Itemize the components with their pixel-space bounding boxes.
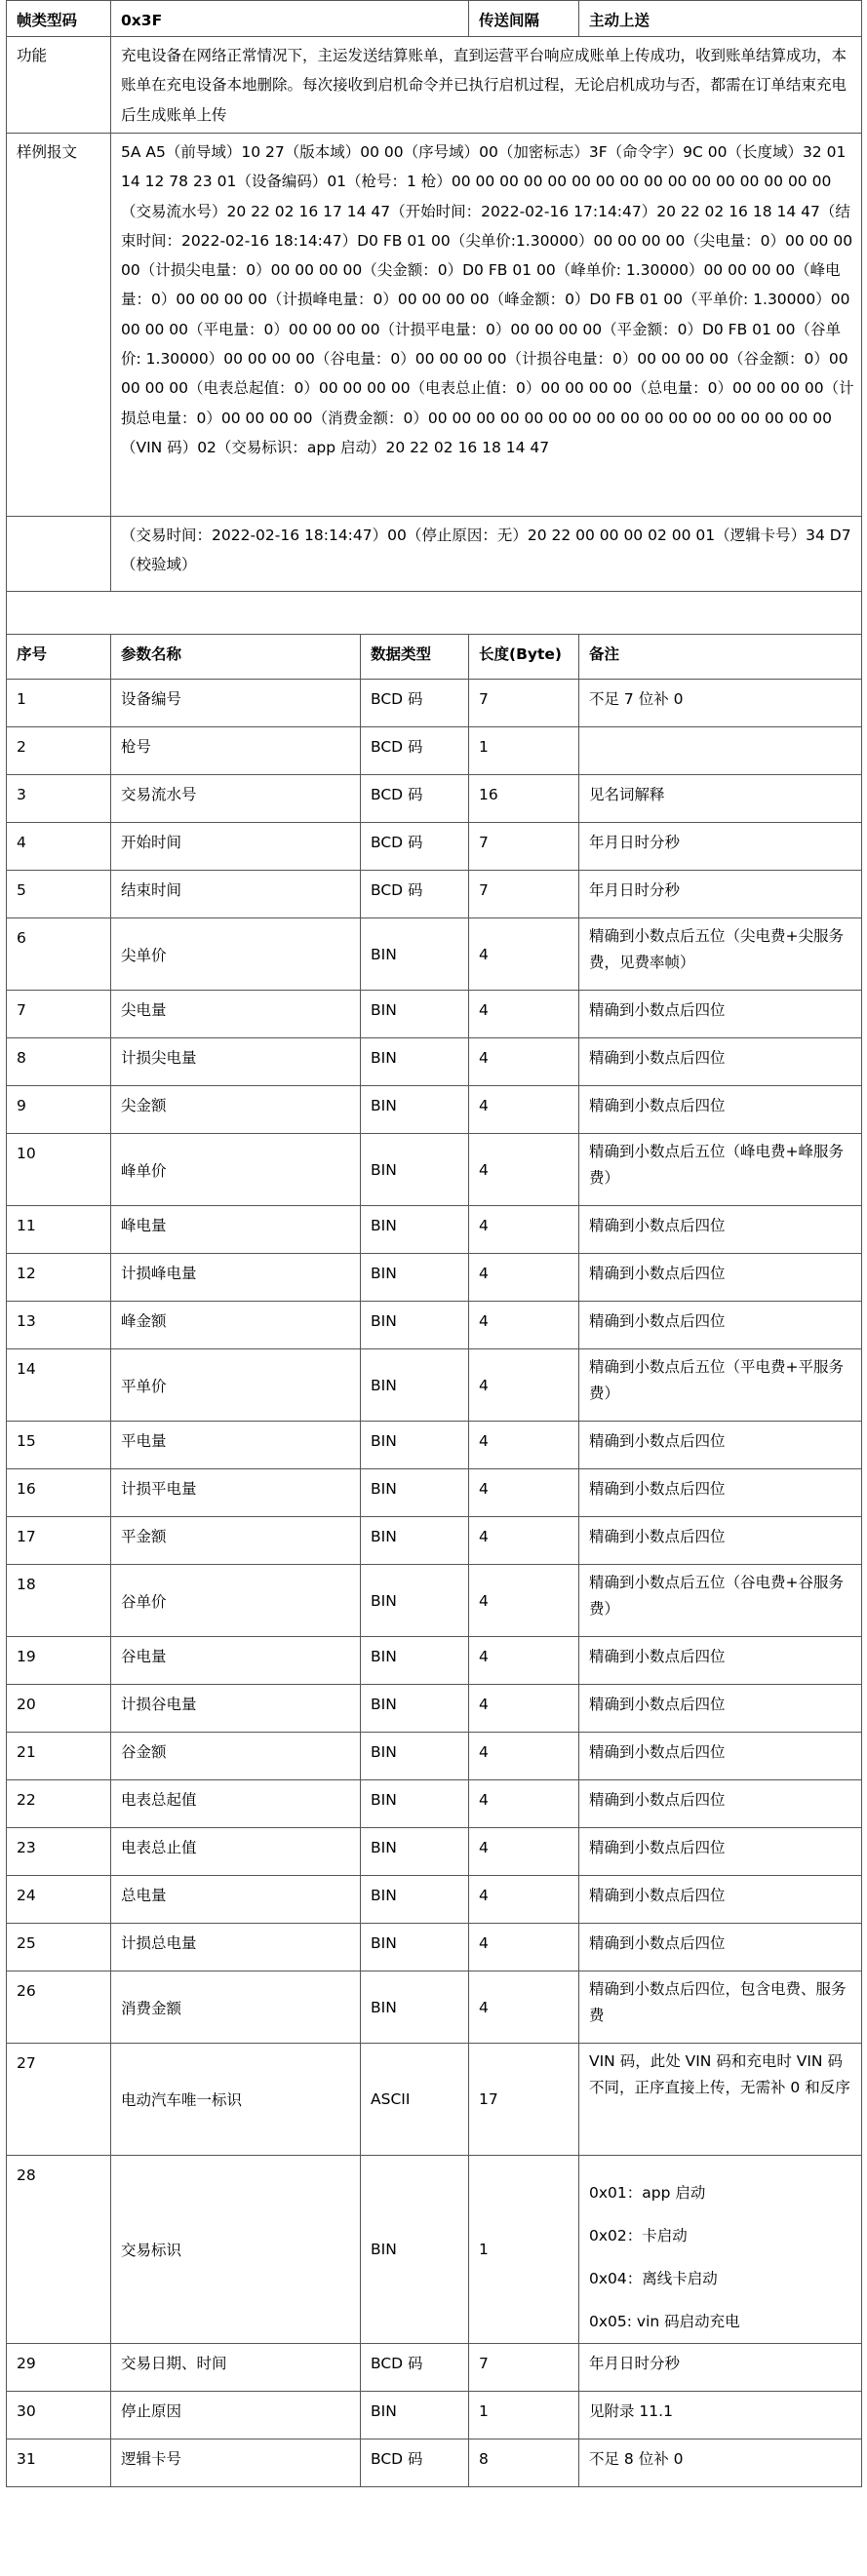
col-length-header: 长度(Byte) bbox=[469, 635, 579, 680]
row-note: 精确到小数点后四位 bbox=[579, 991, 862, 1038]
row-param-name: 峰金额 bbox=[111, 1302, 361, 1349]
row-length: 4 bbox=[469, 1302, 579, 1349]
row-param-name: 平单价 bbox=[111, 1349, 361, 1422]
col-name-header: 参数名称 bbox=[111, 635, 361, 680]
table-row bbox=[7, 1876, 862, 1924]
row-length: 4 bbox=[469, 1685, 579, 1733]
table-row bbox=[7, 1685, 862, 1733]
row-seq: 9 bbox=[7, 1086, 111, 1134]
table-row bbox=[7, 1828, 862, 1876]
row-length: 4 bbox=[469, 1469, 579, 1517]
row-param-name: 平电量 bbox=[111, 1422, 361, 1469]
row-data-type: BIN bbox=[361, 1517, 469, 1565]
sample-continuation: （交易时间：2022-02-16 18:14:47）00（停止原因：无）20 22 00 00 00 02 00 01（逻辑卡号）34 D7（校验域） bbox=[111, 517, 862, 592]
row-length: 4 bbox=[469, 1517, 579, 1565]
row-length: 4 bbox=[469, 918, 579, 991]
row-param-name: 设备编号 bbox=[111, 680, 361, 727]
table-row bbox=[7, 871, 862, 918]
row-note: 精确到小数点后四位 bbox=[579, 1206, 862, 1254]
row-length: 4 bbox=[469, 1038, 579, 1086]
table-row bbox=[7, 1517, 862, 1565]
row-param-name: 峰单价 bbox=[111, 1134, 361, 1206]
row-length: 4 bbox=[469, 1206, 579, 1254]
row-note: 精确到小数点后四位 bbox=[579, 1302, 862, 1349]
row-seq: 31 bbox=[7, 2439, 111, 2487]
row-note: 精确到小数点后四位 bbox=[579, 1637, 862, 1685]
row-param-name: 计损谷电量 bbox=[111, 1685, 361, 1733]
row-note: 精确到小数点后四位 bbox=[579, 1038, 862, 1086]
row-length: 4 bbox=[469, 991, 579, 1038]
table-row bbox=[7, 1134, 862, 1206]
table-row bbox=[7, 775, 862, 823]
spacer-cell bbox=[7, 592, 862, 635]
table-row bbox=[7, 823, 862, 871]
row-length: 17 bbox=[469, 2044, 579, 2156]
table-row bbox=[7, 1422, 862, 1469]
row-data-type: ASCII bbox=[361, 2044, 469, 2156]
row-note bbox=[579, 2156, 862, 2344]
row-note: 不足 8 位补 0 bbox=[579, 2439, 862, 2487]
row-data-type: BIN bbox=[361, 1206, 469, 1254]
row-length: 7 bbox=[469, 823, 579, 871]
transaction-flag-option: 0x04：离线卡启动 bbox=[589, 2270, 718, 2287]
spacer-row bbox=[7, 592, 862, 635]
sample-continuation-row bbox=[7, 517, 862, 592]
row-data-type: BIN bbox=[361, 1828, 469, 1876]
transaction-flag-option: 0x02：卡启动 bbox=[589, 2227, 688, 2244]
row-data-type: BIN bbox=[361, 1134, 469, 1206]
row-param-name: 交易流水号 bbox=[111, 775, 361, 823]
frame-header-row bbox=[7, 1, 862, 37]
row-data-type: BIN bbox=[361, 1254, 469, 1302]
row-seq: 14 bbox=[7, 1349, 111, 1422]
row-param-name: 电表总止值 bbox=[111, 1828, 361, 1876]
row-note: 精确到小数点后四位 bbox=[579, 1086, 862, 1134]
row-param-name: 结束时间 bbox=[111, 871, 361, 918]
col-seq-header: 序号 bbox=[7, 635, 111, 680]
row-data-type: BIN bbox=[361, 1302, 469, 1349]
sample-row bbox=[7, 134, 862, 517]
row-note: VIN 码，此处 VIN 码和充电时 VIN 码不同，正序直接上传，无需补 0 和反序 bbox=[579, 2044, 862, 2156]
row-seq: 26 bbox=[7, 1971, 111, 2044]
row-note: 年月日时分秒 bbox=[579, 2344, 862, 2392]
table-row bbox=[7, 1206, 862, 1254]
row-data-type: BCD 码 bbox=[361, 680, 469, 727]
table-row bbox=[7, 1469, 862, 1517]
row-data-type: BCD 码 bbox=[361, 727, 469, 775]
table-row bbox=[7, 2156, 862, 2344]
row-param-name: 计损总电量 bbox=[111, 1924, 361, 1971]
row-length: 1 bbox=[469, 2392, 579, 2439]
row-length: 1 bbox=[469, 727, 579, 775]
row-note: 精确到小数点后五位（尖电费+尖服务费，见费率帧） bbox=[579, 918, 862, 991]
table-row bbox=[7, 1565, 862, 1637]
row-data-type: BIN bbox=[361, 1685, 469, 1733]
row-seq: 24 bbox=[7, 1876, 111, 1924]
row-note: 年月日时分秒 bbox=[579, 871, 862, 918]
sample-text: 5A A5（前导域）10 27（版本域）00 00（序号域）00（加密标志）3F（命令字）9C 00（长度域）32 01 14 12 78 23 01（设备编码）01（枪号：1 枪）00 00 00 00 00 00 00 00 00 00 00 00 00 00 00 00（交易流水号）20 22 02 16 17 14 47（开始时间：2022-02-16 17:14:47）20 22 02 16 18 14 47（结束时间：2022-02-16 18:14:47）D0 FB 01 00（尖单价:1.30000）00 00 00 00（尖电量：0）00 00 00 00（计损尖电量：0）00 00 00 00（尖金额：0）D0 FB 01 00（峰单价: 1.30000）00 00 00 00（峰电量：0）00 00 00 00（计损峰电量：0）00 00 00 00（峰金额：0）D0 FB 01 00（平单价: 1.30000）00 00 00 00（平电量：0）00 00 00 00（计损平电量：0）00 00 00 00（平金额：0）D0 FB 01 00（谷单价: 1.30000）00 00 00 00（谷电量：0）00 00 00 00（计损谷电量：0）00 00 00 00（谷金额：0）00 00 00 00（电表总起值：0）00 00 00 00（电表总止值：0）00 00 00 00（总电量：0）00 00 00 00（计损总电量：0）00 00 00 00（消费金额：0）00 00 00 00 00 00 00 00 00 00 00 00 00 00 00 00 00（VIN 码）02（交易标识：app 启动）20 22 02 16 18 14 47 bbox=[111, 134, 862, 517]
table-row bbox=[7, 2344, 862, 2392]
row-seq: 3 bbox=[7, 775, 111, 823]
row-seq: 23 bbox=[7, 1828, 111, 1876]
row-length: 7 bbox=[469, 680, 579, 727]
row-data-type: BIN bbox=[361, 1733, 469, 1780]
row-data-type: BIN bbox=[361, 1422, 469, 1469]
frame-type-value: 0x3F bbox=[111, 1, 469, 37]
interval-label: 传送间隔 bbox=[469, 1, 579, 37]
row-length: 4 bbox=[469, 1971, 579, 2044]
table-row bbox=[7, 1302, 862, 1349]
row-note bbox=[579, 727, 862, 775]
row-seq: 22 bbox=[7, 1780, 111, 1828]
row-data-type: BIN bbox=[361, 1038, 469, 1086]
row-param-name: 计损平电量 bbox=[111, 1469, 361, 1517]
row-data-type: BIN bbox=[361, 1780, 469, 1828]
row-length: 4 bbox=[469, 1086, 579, 1134]
row-seq: 10 bbox=[7, 1134, 111, 1206]
table-row bbox=[7, 727, 862, 775]
row-data-type: BIN bbox=[361, 1876, 469, 1924]
row-seq: 8 bbox=[7, 1038, 111, 1086]
row-length: 4 bbox=[469, 1422, 579, 1469]
row-length: 4 bbox=[469, 1924, 579, 1971]
row-note: 精确到小数点后四位 bbox=[579, 1685, 862, 1733]
table-row bbox=[7, 680, 862, 727]
row-seq: 28 bbox=[7, 2156, 111, 2344]
frame-spec-table bbox=[6, 0, 862, 2487]
row-param-name: 枪号 bbox=[111, 727, 361, 775]
row-seq: 18 bbox=[7, 1565, 111, 1637]
row-note: 精确到小数点后四位 bbox=[579, 1780, 862, 1828]
row-data-type: BIN bbox=[361, 1637, 469, 1685]
row-seq: 21 bbox=[7, 1733, 111, 1780]
row-data-type: BIN bbox=[361, 2392, 469, 2439]
row-param-name: 谷电量 bbox=[111, 1637, 361, 1685]
row-param-name: 尖金额 bbox=[111, 1086, 361, 1134]
row-note: 见附录 11.1 bbox=[579, 2392, 862, 2439]
function-row bbox=[7, 37, 862, 134]
row-length: 4 bbox=[469, 1134, 579, 1206]
row-seq: 19 bbox=[7, 1637, 111, 1685]
table-row bbox=[7, 1254, 862, 1302]
table-row bbox=[7, 1086, 862, 1134]
row-note: 精确到小数点后四位 bbox=[579, 1733, 862, 1780]
row-data-type: BCD 码 bbox=[361, 2344, 469, 2392]
row-note: 精确到小数点后四位 bbox=[579, 1828, 862, 1876]
row-seq: 6 bbox=[7, 918, 111, 991]
row-length: 4 bbox=[469, 1254, 579, 1302]
table-row bbox=[7, 2439, 862, 2487]
row-note: 不足 7 位补 0 bbox=[579, 680, 862, 727]
row-data-type: BCD 码 bbox=[361, 823, 469, 871]
row-length: 4 bbox=[469, 1565, 579, 1637]
row-data-type: BIN bbox=[361, 918, 469, 991]
row-param-name: 逻辑卡号 bbox=[111, 2439, 361, 2487]
interval-value: 主动上送 bbox=[579, 1, 862, 37]
row-seq: 16 bbox=[7, 1469, 111, 1517]
row-length: 4 bbox=[469, 1780, 579, 1828]
row-param-name: 停止原因 bbox=[111, 2392, 361, 2439]
row-length: 7 bbox=[469, 871, 579, 918]
row-param-name: 电动汽车唯一标识 bbox=[111, 2044, 361, 2156]
row-note: 精确到小数点后四位 bbox=[579, 1924, 862, 1971]
row-param-name: 计损峰电量 bbox=[111, 1254, 361, 1302]
param-table-body bbox=[7, 635, 862, 2487]
row-length: 4 bbox=[469, 1733, 579, 1780]
row-param-name: 谷单价 bbox=[111, 1565, 361, 1637]
table-row bbox=[7, 1780, 862, 1828]
column-header-row bbox=[7, 635, 862, 680]
function-label: 功能 bbox=[7, 37, 111, 134]
row-length: 7 bbox=[469, 2344, 579, 2392]
row-seq: 27 bbox=[7, 2044, 111, 2156]
row-param-name: 计损尖电量 bbox=[111, 1038, 361, 1086]
frame-type-label: 帧类型码 bbox=[7, 1, 111, 37]
row-data-type: BCD 码 bbox=[361, 775, 469, 823]
row-note: 精确到小数点后四位，包含电费、服务费 bbox=[579, 1971, 862, 2044]
row-note: 见名词解释 bbox=[579, 775, 862, 823]
row-note: 精确到小数点后五位（平电费+平服务费） bbox=[579, 1349, 862, 1422]
row-data-type: BIN bbox=[361, 1565, 469, 1637]
row-data-type: BIN bbox=[361, 1086, 469, 1134]
transaction-flag-option: 0x01：app 启动 bbox=[589, 2184, 706, 2202]
row-param-name: 平金额 bbox=[111, 1517, 361, 1565]
table-row bbox=[7, 1349, 862, 1422]
row-seq: 15 bbox=[7, 1422, 111, 1469]
row-seq: 20 bbox=[7, 1685, 111, 1733]
row-data-type: BCD 码 bbox=[361, 871, 469, 918]
row-param-name: 谷金额 bbox=[111, 1733, 361, 1780]
row-length: 1 bbox=[469, 2156, 579, 2344]
row-seq: 29 bbox=[7, 2344, 111, 2392]
row-length: 8 bbox=[469, 2439, 579, 2487]
row-note: 精确到小数点后五位（谷电费+谷服务费） bbox=[579, 1565, 862, 1637]
transaction-flag-option: 0x05: vin 码启动充电 bbox=[589, 2313, 740, 2330]
row-note: 精确到小数点后四位 bbox=[579, 1517, 862, 1565]
row-param-name: 尖单价 bbox=[111, 918, 361, 991]
row-data-type: BIN bbox=[361, 1971, 469, 2044]
col-note-header: 备注 bbox=[579, 635, 862, 680]
row-param-name: 尖电量 bbox=[111, 991, 361, 1038]
row-note: 精确到小数点后五位（峰电费+峰服务费） bbox=[579, 1134, 862, 1206]
row-seq: 5 bbox=[7, 871, 111, 918]
table-row bbox=[7, 991, 862, 1038]
table-row bbox=[7, 1637, 862, 1685]
row-length: 16 bbox=[469, 775, 579, 823]
row-length: 4 bbox=[469, 1349, 579, 1422]
table-row bbox=[7, 1971, 862, 2044]
function-text: 充电设备在网络正常情况下，主运发送结算账单，直到运营平台响应成账单上传成功，收到账单结算成功，本账单在充电设备本地删除。每次接收到启机命令并已执行启机过程，无论启机成功与否，都需在订单结束充电后生成账单上传 bbox=[111, 37, 862, 134]
row-data-type: BIN bbox=[361, 1469, 469, 1517]
row-data-type: BIN bbox=[361, 991, 469, 1038]
row-seq: 13 bbox=[7, 1302, 111, 1349]
row-param-name: 交易日期、时间 bbox=[111, 2344, 361, 2392]
row-note: 精确到小数点后四位 bbox=[579, 1254, 862, 1302]
row-seq: 12 bbox=[7, 1254, 111, 1302]
row-param-name: 峰电量 bbox=[111, 1206, 361, 1254]
table-row bbox=[7, 1038, 862, 1086]
row-data-type: BIN bbox=[361, 1924, 469, 1971]
row-seq: 25 bbox=[7, 1924, 111, 1971]
row-note: 年月日时分秒 bbox=[579, 823, 862, 871]
row-note: 精确到小数点后四位 bbox=[579, 1422, 862, 1469]
row-param-name: 开始时间 bbox=[111, 823, 361, 871]
row-length: 4 bbox=[469, 1637, 579, 1685]
sample-label: 样例报文 bbox=[7, 134, 111, 517]
row-seq: 2 bbox=[7, 727, 111, 775]
row-length: 4 bbox=[469, 1828, 579, 1876]
row-data-type: BCD 码 bbox=[361, 2439, 469, 2487]
row-data-type: BIN bbox=[361, 2156, 469, 2344]
row-seq: 17 bbox=[7, 1517, 111, 1565]
row-seq: 7 bbox=[7, 991, 111, 1038]
row-param-name: 电表总起值 bbox=[111, 1780, 361, 1828]
row-param-name: 总电量 bbox=[111, 1876, 361, 1924]
table-row bbox=[7, 2392, 862, 2439]
row-seq: 1 bbox=[7, 680, 111, 727]
row-seq: 30 bbox=[7, 2392, 111, 2439]
empty-cell bbox=[7, 517, 111, 592]
table-row bbox=[7, 2044, 862, 2156]
row-param-name: 消费金额 bbox=[111, 1971, 361, 2044]
row-data-type: BIN bbox=[361, 1349, 469, 1422]
table-row bbox=[7, 1924, 862, 1971]
table-row bbox=[7, 918, 862, 991]
row-seq: 11 bbox=[7, 1206, 111, 1254]
row-length: 4 bbox=[469, 1876, 579, 1924]
row-seq: 4 bbox=[7, 823, 111, 871]
row-param-name: 交易标识 bbox=[111, 2156, 361, 2344]
row-note: 精确到小数点后四位 bbox=[579, 1876, 862, 1924]
table-row bbox=[7, 1733, 862, 1780]
row-note: 精确到小数点后四位 bbox=[579, 1469, 862, 1517]
col-type-header: 数据类型 bbox=[361, 635, 469, 680]
